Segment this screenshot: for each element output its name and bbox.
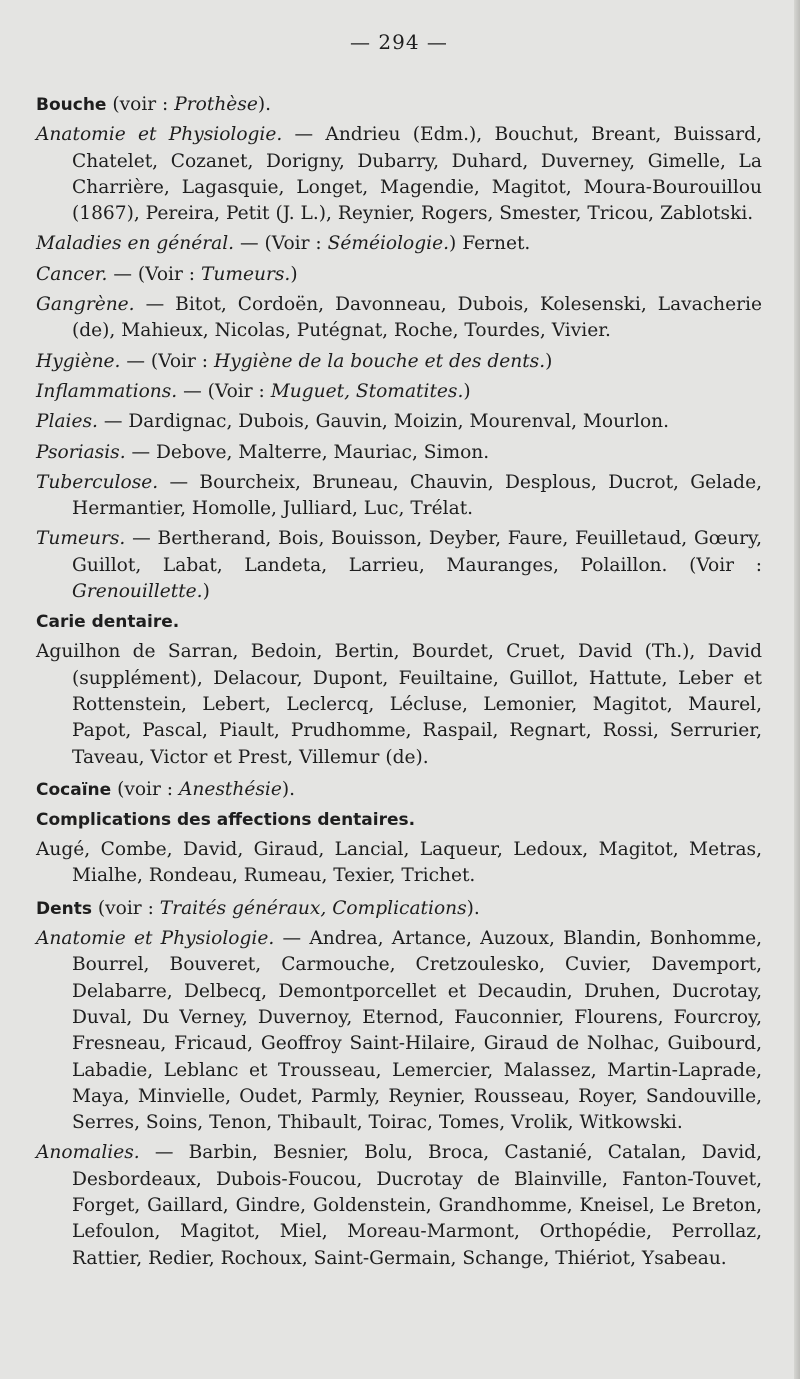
ref-close: ). (257, 94, 272, 115)
entry-label: Anatomie et Physiologie. (36, 928, 275, 950)
entry-label: Tumeurs. (36, 528, 126, 550)
entry-ref-term: Séméiologie. (327, 233, 450, 255)
entry-label: Maladies en général. (36, 233, 235, 255)
paper-edge-shadow (794, 0, 800, 1379)
heading-text: Bouche (36, 95, 107, 115)
entry-ref-term: Hygiène de la bouche et des dents. (213, 350, 546, 372)
entry-bouche-tuberculose (36, 470, 762, 523)
entry-label: Gangrène. (36, 294, 135, 316)
heading-text: Dents (36, 898, 92, 919)
entry-bouche-maladies (36, 231, 762, 257)
entry-text: — Bertherand, Bois, Bouisson, Deyber, Faure, Feuilletaud, Gœury, Guillot, Labat, Landeta, Larrieu, Mauranges, Polaillon. (Voir : (72, 528, 762, 576)
entry-bouche-anatomie (36, 122, 762, 227)
entry-dents-anomalies (36, 1140, 762, 1271)
entry-text: — Andrea, Artance, Auzoux, Blandin, Bonhomme, Bourrel, Bouveret, Carmouche, Cretzoulesko, Cuvier, Davemport, Delabarre, Delbecq, Demontporcellet et Decaudin, Druhen, Ducrotay, Duval, Du Verney, Duvernoy, Eternod, Fauconnier, Flourens, Fourcroy, Fresneau, Fricaud, Geoffroy Saint-Hilaire, Giraud de Nolhac, Guibourd, Labadie, Leblanc et Trousseau, Lemercier, Malassez, Martin-Laprade, Maya, Minvielle, Oudet, Parmly, Reynier, Rousseau, Royer, Sandouville, Serres, Soins, Tenon, Thibault, Toirac, Tomes, Vrolik, Witkowski. (72, 928, 762, 1134)
entry-ref-open: — (Voir : (120, 350, 214, 372)
section-heading-carie: Carie dentaire. (36, 612, 180, 633)
entry-label: Anatomie et Physiologie. (36, 124, 283, 146)
entry-text: — Andrieu (Edm.), Bouchut, Breant, Buissard, Chatelet, Cozanet, Dorigny, Dubarry, Duhard, Duverney, Gimelle, La Charrière, Lagasquie, Longet, Magendie, Magitot, Moura-Bourouillou (1867), Pereira, Petit (J. L.), Reynier, Rogers, Smester, Tricou, Zablotski. (72, 124, 762, 225)
entry-ref-close: ) Fernet. (449, 233, 531, 255)
entry-carie-text: Aguilhon de Sarran, Bedoin, Bertin, Bourdet, Cruet, David (Th.), David (supplément), Delacour, Dupont, Feuiltaine, Guillot, Hattute, Leber et Rottenstein, Lebert, Leclercq, Lécluse, Lemonier, Magitot, Maurel, Papot, Pascal, Piault, Prudhomme, Raspail, Regnart, Rossi, Serrurier, Taveau, Victor et Prest, Villemur (de). (36, 641, 762, 768)
entry-text: — Barbin, Besnier, Bolu, Broca, Castanié, Catalan, David, Desbordeaux, Dubois-Foucou, Ducrotay de Blainville, Fanton-Touvet, Forget, Gaillard, Gindre, Goldenstein, Grandhomme, Kneisel, Le Breton, Lefoulon, Magitot, Miel, Moreau-Marmont, Orthopédie, Perrollaz, Rattier, Redier, Rochoux, Saint-Germain, Schange, Thiériot, Ysabeau. (72, 1142, 762, 1269)
entry-bouche-hygiene (36, 349, 762, 375)
page-number: — 294 — (350, 30, 448, 54)
entry-label: Anomalies. (36, 1142, 140, 1164)
entry-ref-term: Grenouillette. (72, 581, 203, 603)
entry-ref-close: ) (545, 350, 553, 372)
ref-term: Traités généraux, Complications (159, 897, 467, 919)
entry-label: Cancer. (36, 263, 108, 285)
ref-open: (voir : (92, 897, 160, 919)
entry-text: — Bourcheix, Bruneau, Chauvin, Desplous, Ducrot, Gelade, Hermantier, Homolle, Julliard, Luc, Trélat. (72, 471, 762, 520)
entry-ref-open: — (Voir : (234, 233, 328, 255)
ref-close: ). (466, 897, 480, 919)
entry-label: Hygiène. (36, 350, 121, 372)
entry-ref-close: ) (202, 581, 210, 603)
entry-label: Inflammations. (36, 380, 178, 402)
entry-ref-close: ) (290, 263, 298, 285)
entry-complications-text: Augé, Combe, David, Giraud, Lancial, Laqueur, Ledoux, Magitot, Metras, Mialhe, Rondeau, Rumeau, Texier, Trichet. (36, 839, 762, 887)
ref-term: Prothèse (174, 94, 258, 115)
section-heading-complications: Complications des affections dentaires. (36, 810, 416, 831)
entry-bouche-inflammations (36, 379, 762, 405)
heading-text: Cocaïne (36, 779, 112, 800)
entry-dents-anatomie (36, 926, 762, 1136)
entry-label: Psoriasis. (36, 441, 126, 463)
entry-text: — Debove, Malterre, Mauriac, Simon. (125, 441, 490, 463)
ref-close: ). (281, 778, 296, 800)
entry-text: — Bitot, Cordoën, Davonneau, Dubois, Kolesenski, Lavacherie (de), Mahieux, Nicolas, Putégnat, Roche, Tourdes, Vivier. (72, 294, 762, 342)
entry-ref-term: Tumeurs. (200, 263, 291, 285)
entry-ref-close: ) (463, 380, 471, 402)
entry-bouche-cancer (36, 262, 762, 288)
ref-open: (voir : (106, 94, 175, 115)
section-heading-cocaine (36, 777, 762, 803)
ref-open: (voir : (111, 778, 179, 800)
entry-ref-open: — (Voir : (177, 380, 271, 402)
entry-label: Tuberculose. (36, 471, 159, 493)
entry-bouche-plaies (36, 409, 762, 435)
entry-label: Plaies. (36, 411, 98, 433)
entry-ref-term: Muguet, Stomatites. (270, 380, 464, 402)
entry-bouche-tumeurs (36, 526, 762, 605)
ref-term: Anesthésie (178, 778, 282, 800)
entry-bouche-psoriasis (36, 440, 762, 466)
entry-ref-open: — (Voir : (107, 263, 201, 285)
entry-text: — Dardignac, Dubois, Gauvin, Moizin, Mourenval, Mourlon. (97, 411, 670, 433)
entry-bouche-gangrene (36, 292, 762, 345)
section-heading-dents (36, 896, 762, 922)
section-heading-bouche (36, 92, 762, 118)
